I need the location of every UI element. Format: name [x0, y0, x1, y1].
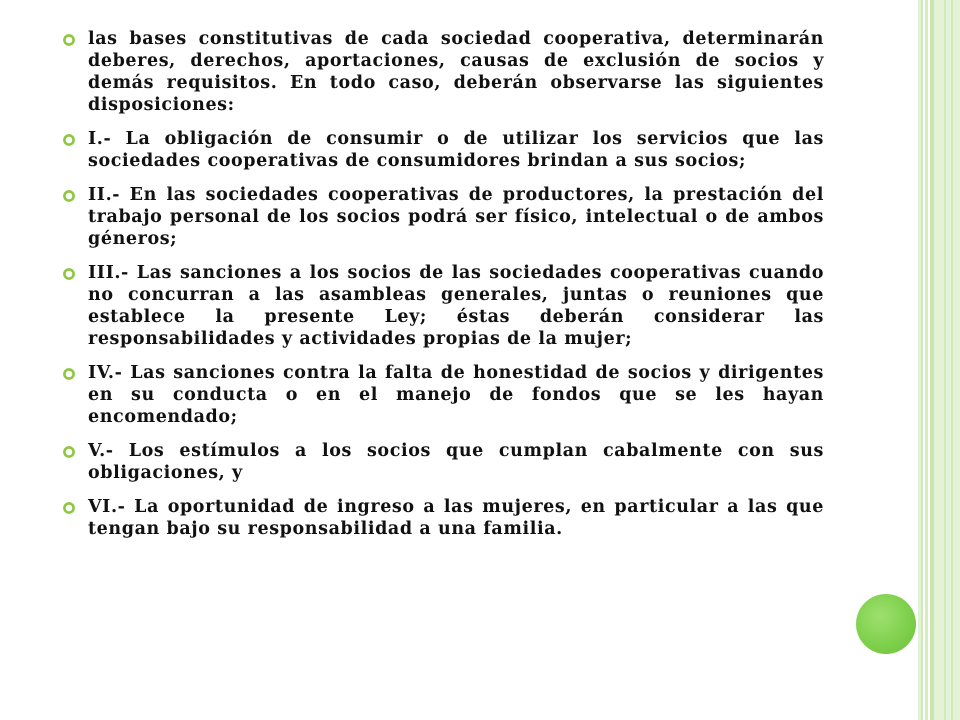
paragraph-text: III.- Las sanciones a los socios de las sociedades cooperativas cuando no concurran a las asambleas generales, juntas o reuniones que establece la presente Ley; éstas deberán considerar las responsabilidades y actividades propias de la mujer;: [88, 263, 824, 349]
decorative-stripe: [921, 0, 923, 720]
list-item: [62, 440, 824, 484]
paragraph-text: VI.- La oportunidad de ingreso a las mujeres, en particular a las que tengan bajo su responsabilidad a una familia.: [88, 497, 824, 539]
bullet-icon: [62, 445, 76, 459]
bullet-icon: [62, 267, 76, 281]
paragraph-text: las bases constitutivas de cada sociedad cooperativa, determinarán deberes, derechos, aportaciones, causas de exclusión de socios y demás requisitos. En todo caso, deberán observarse las siguientes disposiciones:: [88, 29, 824, 115]
bullet-icon: [62, 367, 76, 381]
bullet-list: [62, 28, 824, 552]
list-item: [62, 28, 824, 116]
decorative-stripe: [944, 0, 946, 720]
paragraph-text: IV.- Las sanciones contra la falta de honestidad de socios y dirigentes en su conducta o en el manejo de fondos que se les hayan encomendado;: [88, 363, 824, 427]
green-circle-decoration: [856, 594, 916, 654]
decorative-stripe: [951, 0, 953, 720]
list-item: [62, 128, 824, 172]
bullet-icon: [62, 189, 76, 203]
decorative-stripe: [925, 0, 928, 720]
paragraph-text: I.- La obligación de consumir o de utilizar los servicios que las sociedades cooperativas de consumidores brindan a sus socios;: [88, 129, 824, 171]
bullet-icon: [62, 133, 76, 147]
paragraph-text: II.- En las sociedades cooperativas de productores, la prestación del trabajo personal de los socios podrá ser físico, intelectual o de ambos géneros;: [88, 185, 824, 249]
decorative-stripe: [934, 0, 960, 720]
bullet-icon: [62, 501, 76, 515]
list-item: [62, 496, 824, 540]
bullet-icon: [62, 33, 76, 47]
paragraph-text: V.- Los estímulos a los socios que cumplan cabalmente con sus obligaciones, y: [88, 441, 824, 483]
list-item: [62, 262, 824, 350]
list-item: [62, 362, 824, 428]
list-item: [62, 184, 824, 250]
